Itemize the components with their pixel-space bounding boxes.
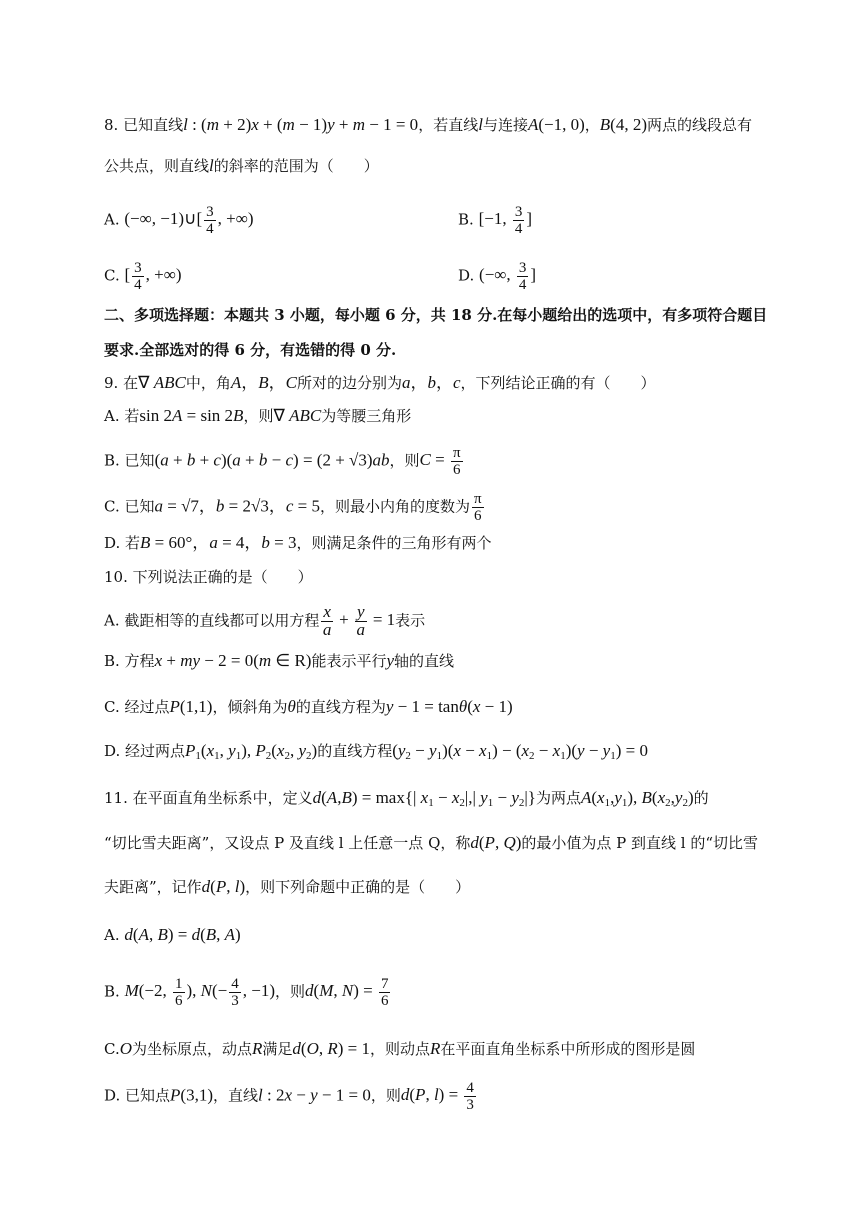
math-point-b: B(4, 2) [599, 115, 647, 134]
q11-option-a: A. d(A, B) = d(B, A) [104, 925, 241, 944]
q11-stem-line1: 11. 在平面直角坐标系中，定义d(A,B) = max{| $x_1 - x_2|,|$ $y_1 - y_2|$}为两点$A(x_1,y_1)$, $B(x_2,y_2)$的 [104, 788, 709, 809]
q10-option-d: D. 经过两点$P_1(x_1$, $y_1$), $P_2(x_2$, $y_2$)的直线方程$(y_2 - y_1)(x - x_1) - (x_2 - x_1)(y - y_1) = 0$ [104, 741, 648, 762]
q10-option-c: C. 经过点P(1,1)，倾斜角为θ的直线方程为y − 1 = tanθ(x − 1) [104, 697, 513, 716]
q8-stem-line1: 8. 已知直线l : (m + 2)x + (m − 1)y + m − 1 = 0，若直线l与连接A(−1, 0)，B(4, 2)两点的线段总有 [104, 115, 753, 134]
q8-option-a: A. (−∞, −1)∪[ $\frac{3}{4}$ , +∞) [104, 204, 254, 237]
q11-stem-line2: “切比雪夫距离”，又设点 P 及直线 l 上任意一点 Q，称d(P, Q)的最小值为点 P 到直线 l 的“切比雪 [104, 833, 759, 852]
q9-stem: 9. 在∇ ABC中，角A，B，C所对的边分别为a，b，c，下列结论正确的有（ ） [104, 373, 656, 392]
q9-option-a: A. 若sin 2A = sin 2B，则∇ ABC为等腰三角形 [104, 406, 412, 425]
math-line-l: l : (m + 2)x + (m − 1)y + m − 1 = 0 [183, 115, 419, 134]
q9-option-b: B. 已知(a + b + c)(a + b − c) = (2 + √3)ab，则C = $\frac{\pi}{6}$ [104, 445, 461, 478]
q9-option-c: C. 已知a = √7，b = 2√3，c = 5，则最小内角的度数为 $\frac{\pi}{6}$ [104, 491, 482, 524]
q11-option-d: D. 已知点P(3,1)，直线l : 2x − y − 1 = 0，则d(P, l) = $\frac{4}{3}$ [104, 1080, 474, 1113]
q10-option-a: A. 截距相等的直线都可以用方程 $\frac{x}{a}$ + $\frac{y}{a}$ = 1表示 [104, 602, 426, 639]
q10-option-b: B. 方程x + my − 2 = 0(m ∈ R)能表示平行y轴的直线 [104, 651, 455, 670]
q11-stem-line3: 夫距离”，记作d(P, l)，则下列命题中正确的是（ ） [104, 877, 471, 896]
q8-option-b: B. [−1, $\frac{3}{4}$ ] [458, 204, 532, 237]
q9-option-d: D. 若B = 60°，a = 4，b = 3，则满足条件的三角形有两个 [104, 533, 492, 552]
math-point-a: A(−1, 0) [527, 115, 585, 134]
q8-option-d: D. (−∞, $\frac{3}{4}$ ] [458, 260, 537, 293]
q11-option-c: C.O为坐标原点，动点R满足d(O, R) = 1，则动点R在平面直角坐标系中所形成的图形是圆 [104, 1039, 696, 1058]
section-heading-line2: 要求.全部选对的得 6 分，有选错的得 0 分. [104, 341, 397, 359]
q8-stem-line2: 公共点，则直线l的斜率的范围为（ ） [104, 156, 379, 175]
q11-option-b: B. M(−2, $\frac{1}{6}$ ), N(− $\frac{4}{3}$ , −1)，则d(M, N) = $\frac{7}{6}$ [104, 976, 389, 1009]
q8-option-c: C. [ $\frac{3}{4}$ , +∞) [104, 260, 182, 293]
section-heading-line1: 二、多项选择题：本题共 3 小题，每小题 6 分，共 18 分.在每小题给出的选项中，有多项符合题目 [104, 306, 768, 324]
q10-stem: 10. 下列说法正确的是（ ） [104, 568, 313, 586]
